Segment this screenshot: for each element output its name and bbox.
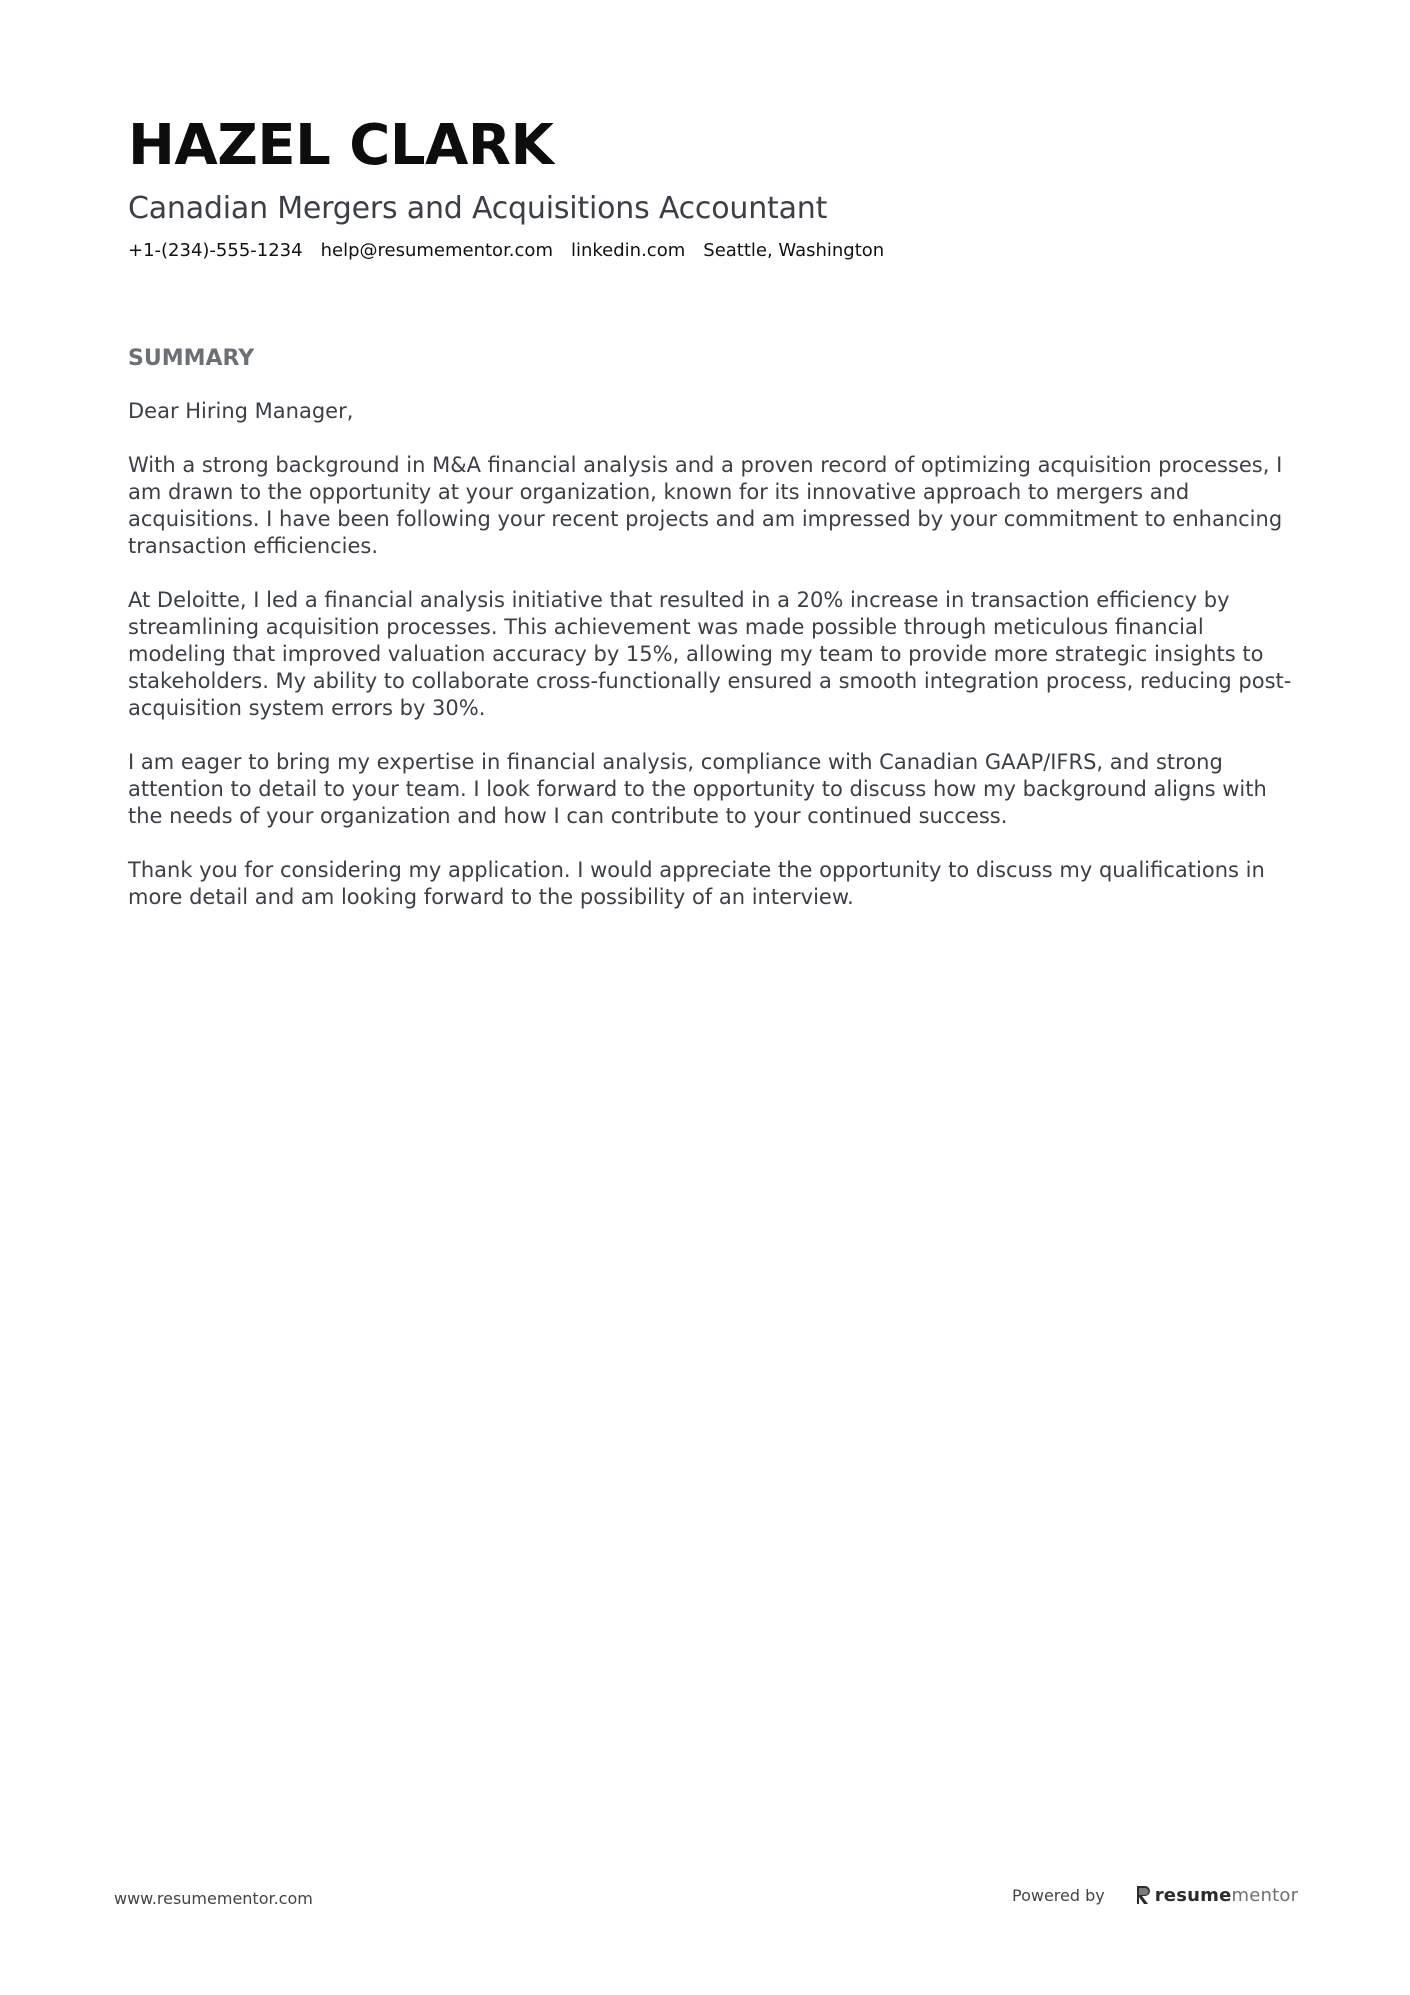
footer-website: www.resumementor.com [114, 1889, 313, 1908]
phone-number: +1-(234)-555-1234 [128, 240, 303, 261]
salutation: Dear Hiring Manager, [128, 399, 354, 423]
brand-text-bold: resume [1154, 1884, 1232, 1906]
brand-text-light: mentor [1231, 1884, 1299, 1906]
powered-by-label: Powered by [1012, 1885, 1105, 1905]
header [128, 112, 1288, 264]
paragraph-expertise: I am eager to bring my expertise in financial analysis, compliance with Canadian GAAP/IFRS, and strong attention to detail to your team. I look forward to the opportunity to discuss how my background aligns with the needs of your organization and how I can contribute to your continued success. [128, 750, 1267, 828]
job-title: Canadian Mergers and Acquisitions Accountant [128, 191, 828, 226]
candidate-name: HAZEL CLARK [128, 113, 554, 178]
location: Seattle, Washington [703, 240, 885, 261]
email-address: help@resumementor.com [320, 240, 553, 261]
paragraph-achievements: At Deloitte, I led a financial analysis initiative that resulted in a 20% increase in transaction efficiency by streamlining acquisition processes. This achievement was made possible through meticulous financial modeling that improved valuation accuracy by 15%, allowing my team to provide more strategic insights to stakeholders. My ability to collaborate cross-functionally ensured a smooth integration process, reducing post-acquisition system errors by 30%. [128, 588, 1292, 720]
section-heading: SUMMARY [128, 346, 255, 371]
footer-branding [1012, 1880, 1298, 1910]
paragraph-closing: Thank you for considering my application. I would appreciate the opportunity to discuss my qualifications in more detail and am looking forward to the possibility of an interview. [128, 858, 1265, 909]
contact-info [128, 238, 1288, 264]
brand-logo-text [1155, 1885, 1298, 1906]
linkedin-link: linkedin.com [570, 240, 686, 261]
paragraph-intro: With a strong background in M&A financial analysis and a proven record of optimizing acquisition processes, I am drawn to the opportunity at your organization, known for its innovative approach to mergers and acquisitions. I have been following your recent projects and am impressed by your commitment to enhancing transaction efficiencies. [128, 453, 1283, 558]
resumementor-logo-icon [1135, 1884, 1151, 1906]
summary-section [128, 344, 1296, 911]
